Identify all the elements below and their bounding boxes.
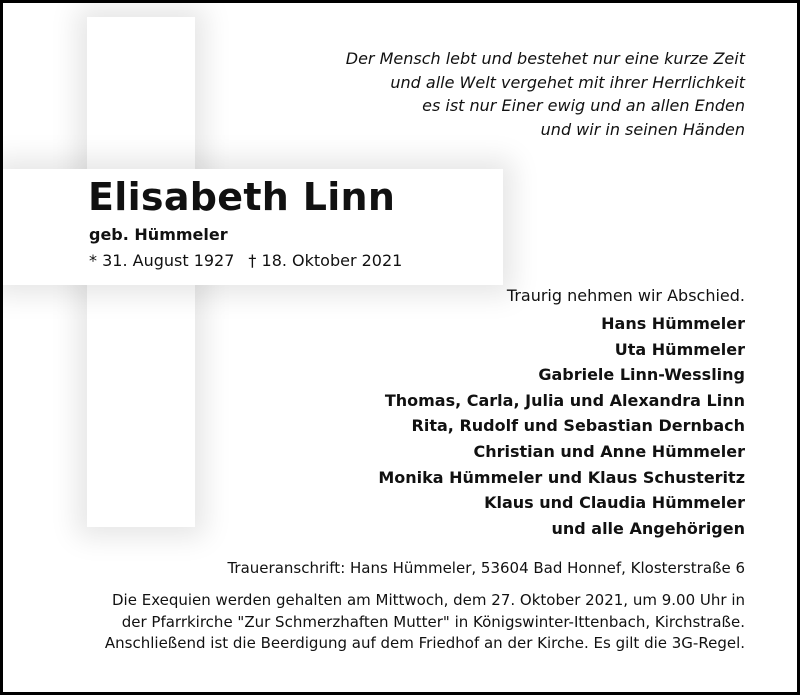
poem-line: und wir in seinen Händen — [540, 119, 745, 139]
deceased-name: Elisabeth Linn — [88, 175, 396, 219]
poem-line: und alle Welt vergehet mit ihrer Herrlichkeit — [390, 72, 745, 92]
service-line: der Pfarrkirche "Zur Schmerzhaften Mutter" in Königswinter-Ittenbach, Kirchstraße. — [121, 612, 745, 631]
poem-line: Der Mensch lebt und bestehet nur eine kurze Zeit — [345, 49, 745, 68]
mourners-list — [378, 311, 745, 541]
mourning-address: Traueranschrift: Hans Hümmeler, 53604 Bad Honnef, Klosterstraße 6 — [227, 559, 745, 577]
mourner: Monika Hümmeler und Klaus Schusteritz — [378, 467, 745, 487]
mourner: Hans Hümmeler — [601, 314, 745, 333]
service-line: Die Exequien werden gehalten am Mittwoch, dem 27. Oktober 2021, um 9.00 Uhr in — [112, 591, 745, 609]
mourner: Gabriele Linn-Wessling — [538, 365, 745, 385]
mourner: und alle Angehörigen — [551, 518, 745, 538]
mourner: Thomas, Carla, Julia und Alexandra Linn — [384, 390, 745, 410]
life-dates — [89, 251, 402, 270]
poem-line: es ist nur Einer ewig und an allen Enden — [422, 96, 745, 115]
death-date: † 18. Oktober 2021 — [248, 251, 403, 270]
mourner: Uta Hümmeler — [614, 339, 745, 359]
birth-date: * 31. August 1927 — [89, 251, 235, 270]
mourner: Klaus und Claudia Hümmeler — [484, 493, 745, 513]
funeral-service-info — [105, 590, 745, 655]
birth-name: geb. Hümmeler — [89, 225, 228, 244]
mourner: Rita, Rudolf und Sebastian Dernbach — [411, 416, 745, 436]
farewell-text: Traurig nehmen wir Abschied. — [506, 286, 745, 305]
poem — [346, 47, 745, 141]
service-line: Anschließend ist die Beerdigung auf dem Friedhof an der Kirche. Es gilt die 3G-Regel. — [104, 634, 745, 652]
mourner: Christian und Anne Hümmeler — [473, 441, 745, 461]
obituary-card — [3, 3, 797, 692]
